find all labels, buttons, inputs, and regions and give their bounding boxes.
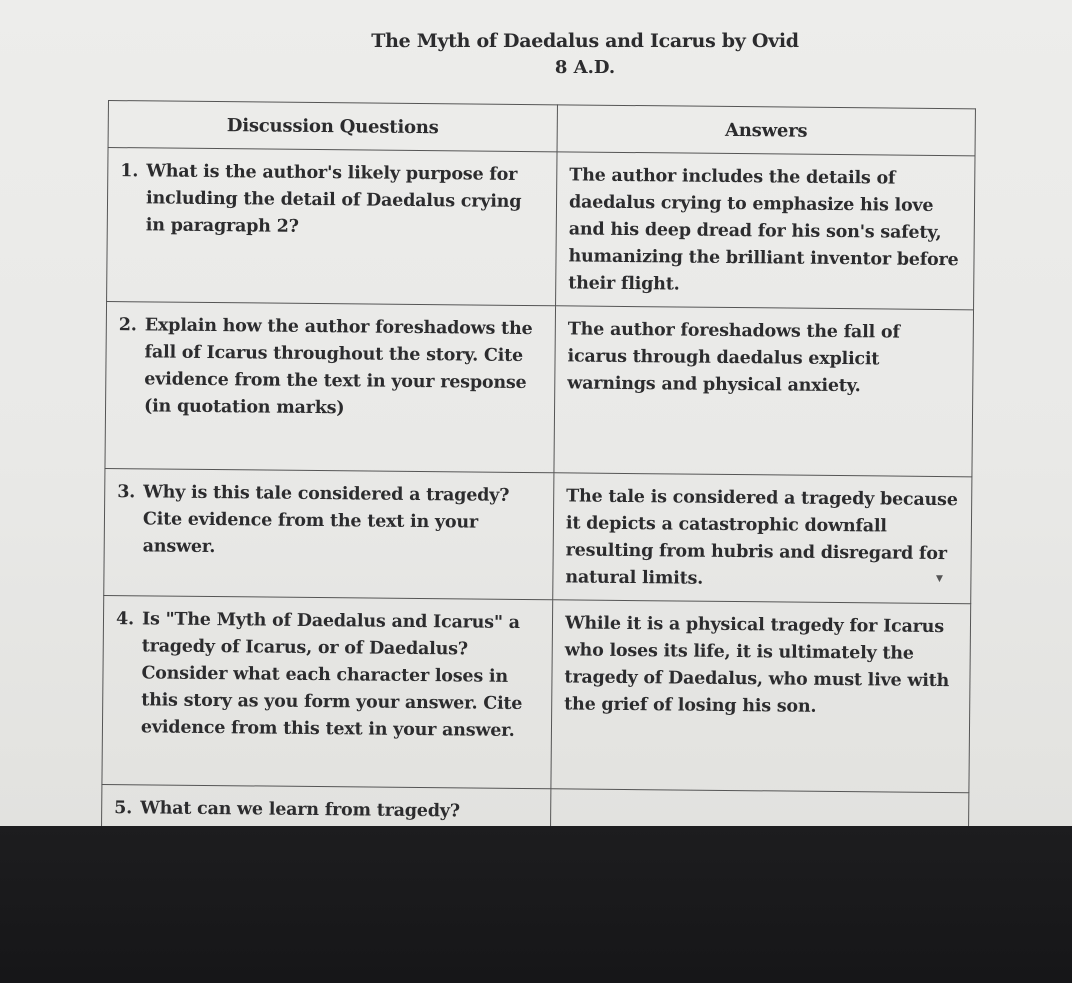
question-cell [107,148,557,306]
question-text: What is the author's likely purpose for including the detail of Daedalus crying in paragraph 2? [145,161,522,237]
discussion-table [101,100,976,840]
questions-header: Discussion Questions [108,101,557,152]
document-title: The Myth of Daedalus and Icarus by Ovid [371,30,799,52]
answer-cell[interactable]: The author includes the details of daedalus crying to emphasize his love and his deep dread for his son's safety, humanizing the brilliant inventor before their flight. [556,152,975,310]
question-number: 3. [117,482,136,503]
question-text: Is "The Myth of Daedalus and Icarus" a tragedy of Icarus, or of Daedalus? Consider what each character loses in this story as you form your answer. Cite evidence from this text in your answer. [140,609,523,741]
question-cell [105,301,556,472]
answer-cell[interactable]: The author foreshadows the fall of icarus through daedalus explicit warnings and physical anxiety. [554,306,974,477]
question-text: What can we learn from tragedy? [140,798,460,822]
table-row [105,301,974,476]
table-row [104,468,972,603]
question-number: 5. [114,798,133,819]
answer-cell[interactable]: While it is a physical tragedy for Icarus who loses its life, it is ultimately the tragedy of Daedalus, who must live with the grief of losing his son. [551,600,971,793]
small-dropdown-arrow-icon[interactable]: ▼ [936,574,943,584]
screen-bezel [0,826,1072,983]
answers-header: Answers [557,105,975,156]
table-row [102,595,971,792]
question-text: Explain how the author foreshadows the fall of Icarus throughout the story. Cite evidence from the text in your response (in quotation marks) [143,315,533,419]
table-row [107,148,975,310]
question-number: 4. [115,609,134,630]
answer-cell[interactable]: The tale is considered a tragedy because it depicts a catastrophic downfall resulting from hubris and disregard for natural limits. [553,473,972,604]
table-header-row [108,101,975,156]
question-text: Why is this tale considered a tragedy? Cite evidence from the text in your answer. [142,482,510,558]
question-cell [104,468,554,599]
document-date: 8 A.D. [554,57,616,78]
question-cell [102,595,553,788]
question-number: 1. [120,161,139,182]
question-number: 2. [118,315,137,336]
